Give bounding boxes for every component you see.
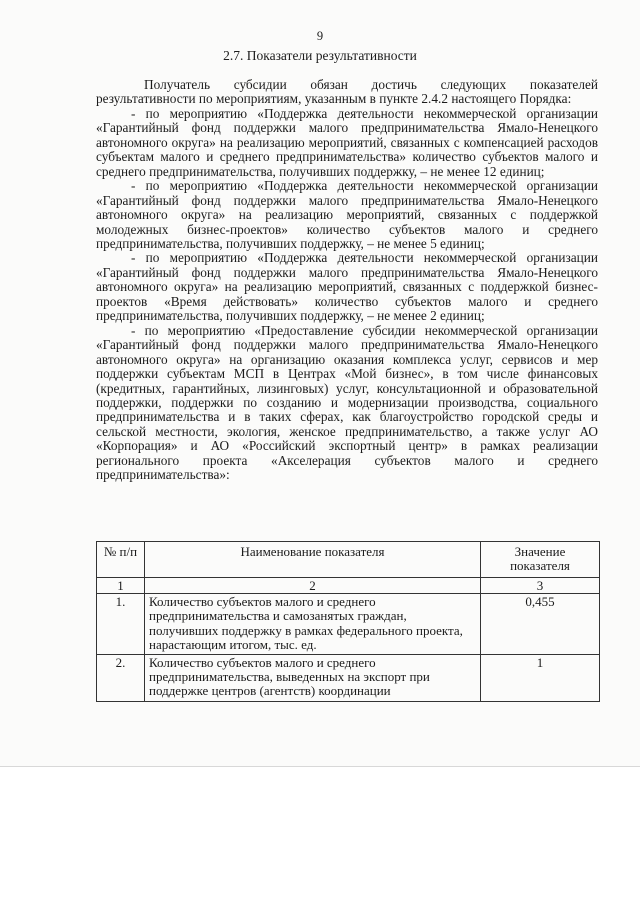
table-row — [97, 594, 600, 655]
header-value: Значение показателя — [481, 542, 600, 578]
index-cell-3: 3 — [481, 578, 600, 594]
table-row — [97, 655, 600, 702]
header-number: № п/п — [97, 542, 145, 578]
row-indicator-name: Количество субъектов малого и среднего предпринимательства, выведенных на экспорт при поддержке центров (агентств) координации — [145, 655, 481, 702]
row-number: 1. — [97, 594, 145, 655]
row-indicator-value: 1 — [481, 655, 600, 702]
index-cell-1: 1 — [97, 578, 145, 594]
indicator-item-3: - по мероприятию «Поддержка деятельности некоммерческой организации «Гарантийный фонд поддержки малого предпринимательства Ямало-Ненецкого автономного округа» на реализацию мероприятий, связанных с поддержкой бизнес-проектов «Время действовать» количество субъектов малого и среднего предпринимательства, получивших поддержку, – не менее 2 единиц; — [96, 250, 598, 324]
page-number: 9 — [316, 29, 324, 43]
table-index-row — [97, 578, 600, 594]
body-text — [96, 78, 598, 483]
indicator-item-2: - по мероприятию «Поддержка деятельности некоммерческой организации «Гарантийный фонд поддержки малого предпринимательства Ямало-Ненецкого автономного округа» на реализацию мероприятий, связанных с поддержкой молодежных бизнес-проектов» количество субъектов малого и среднего предпринимательства, получивших поддержку, – не менее 5 единиц; — [96, 178, 598, 251]
row-indicator-value: 0,455 — [481, 594, 600, 655]
indicator-item-1: - по мероприятию «Поддержка деятельности некоммерческой организации «Гарантийный фонд поддержки малого предпринимательства Ямало-Ненецкого автономного округа» на реализацию мероприятий, связанных с компенсацией расходов субъектам малого и среднего предпринимательства» количество субъектов малого и среднего предпринимательства, получивших поддержку, – не менее 12 единиц; — [96, 105, 598, 179]
table-header-row — [97, 542, 600, 578]
row-indicator-name: Количество субъектов малого и среднего предпринимательства и самозанятых граждан, получивших поддержку в рамках федерального проекта, нарастающим итогом, тыс. ед. — [145, 594, 481, 655]
indicator-item-4: - по мероприятию «Предоставление субсидии некоммерческой организации «Гарантийный фонд поддержки малого предпринимательства Ямало-Ненецкого автономного округа» на организацию оказания комплекса услуг, сервисов и мер поддержки субъектам МСП в Центрах «Мой бизнес», в том числе финансовых (кредитных, гарантийных, лизинговых) услуг, консультационной и образовательной поддержки, поддержки по созданию и модернизации производства, социального предпринимательства и в таких сферах, как благоустройство городской среды и сельской местности, экология, женское предпринимательство, а также услуг АО «Корпорация» и АО «Российский экспортный центр» в рамках реализации регионального проекта «Акселерация субъектов малого и среднего предпринимательства»: — [96, 322, 598, 483]
intro-paragraph: Получатель субсидии обязан достичь следующих показателей результативности по мероприятиям, указанным в пункте 2.4.2 настоящего Порядка: — [96, 77, 598, 107]
index-cell-2: 2 — [145, 578, 481, 594]
section-title: 2.7. Показатели результативности — [223, 48, 417, 63]
indicators-table — [96, 541, 600, 702]
row-number: 2. — [97, 655, 145, 702]
indicators-table-wrapper — [96, 541, 599, 702]
header-name: Наименование показателя — [145, 542, 481, 578]
